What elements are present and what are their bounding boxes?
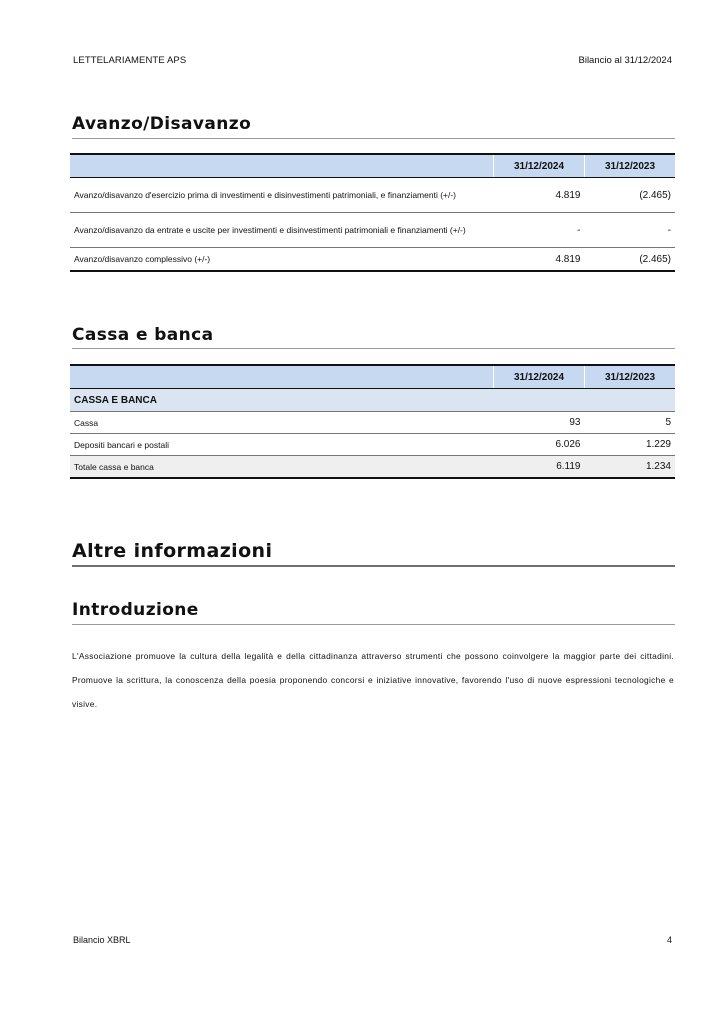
page-number: 4 (666, 935, 672, 945)
row-value-2024: 4.819 (494, 178, 585, 213)
table-row (70, 412, 675, 434)
row-value-2023: (2.465) (585, 248, 676, 272)
row-label: Avanzo/disavanzo da entrate e uscite per investimenti e disinvestimenti patrimoniali e finanziamenti (+/-) (70, 213, 494, 248)
cassa-table (70, 364, 675, 479)
group-row (70, 389, 675, 412)
row-label: Cassa (70, 412, 494, 434)
table-row (70, 213, 675, 248)
row-label: Depositi bancari e postali (70, 434, 494, 456)
altre-informazioni-title: Altre informazioni (72, 540, 273, 562)
introduzione-title: Introduzione (72, 600, 199, 620)
company-name: LETTELARIAMENTE APS (73, 55, 187, 66)
introduzione-text: L'Associazione promuove la cultura della legalità e della cittadinanza attraverso strumenti che possono coinvolgere la maggior parte dei cittadini. Promuove la scrittura, la conoscenza della poesia proponendo concorsi e iniziative innovative, favorendo l'uso di nuove espressioni tecnologiche e visive. (72, 651, 674, 709)
table-row (70, 434, 675, 456)
row-label: Totale cassa e banca (70, 456, 494, 479)
row-value-2023: 5 (585, 412, 676, 434)
avanzo-rule (72, 138, 675, 139)
col-2024-header: 31/12/2024 (494, 154, 585, 178)
table-row (70, 178, 675, 213)
row-label: Avanzo/disavanzo complessivo (+/-) (70, 248, 494, 272)
row-value-2023: - (585, 213, 676, 248)
row-value-2024: 4.819 (494, 248, 585, 272)
group-cell (585, 389, 676, 412)
row-value-2024: 6.119 (494, 456, 585, 479)
report-date: Bilancio al 31/12/2024 (578, 55, 672, 66)
row-value-2023: 1.234 (585, 456, 676, 479)
table-header-row (70, 154, 675, 178)
col-2023-header: 31/12/2023 (585, 365, 676, 389)
footer-label: Bilancio XBRL (73, 935, 131, 945)
header-label-cell (70, 365, 494, 389)
table-row (70, 248, 675, 272)
cassa-title: Cassa e banca (72, 325, 214, 345)
group-label: CASSA E BANCA (70, 389, 494, 412)
introduzione-rule (72, 624, 675, 625)
table-row-total (70, 456, 675, 479)
cassa-rule (72, 348, 675, 349)
col-2024-header: 31/12/2024 (494, 365, 585, 389)
row-value-2024: 6.026 (494, 434, 585, 456)
avanzo-title: Avanzo/Disavanzo (72, 114, 252, 134)
group-cell (494, 389, 585, 412)
table-header-row (70, 365, 675, 389)
header-label-cell (70, 154, 494, 178)
row-value-2024: - (494, 213, 585, 248)
row-value-2023: 1.229 (585, 434, 676, 456)
col-2023-header: 31/12/2023 (585, 154, 676, 178)
altre-rule (72, 565, 675, 567)
avanzo-table (70, 153, 675, 272)
row-value-2023: (2.465) (585, 178, 676, 213)
row-label: Avanzo/disavanzo d'esercizio prima di investimenti e disinvestimenti patrimoniali, e finanziamenti (+/-) (70, 178, 494, 213)
row-value-2024: 93 (494, 412, 585, 434)
